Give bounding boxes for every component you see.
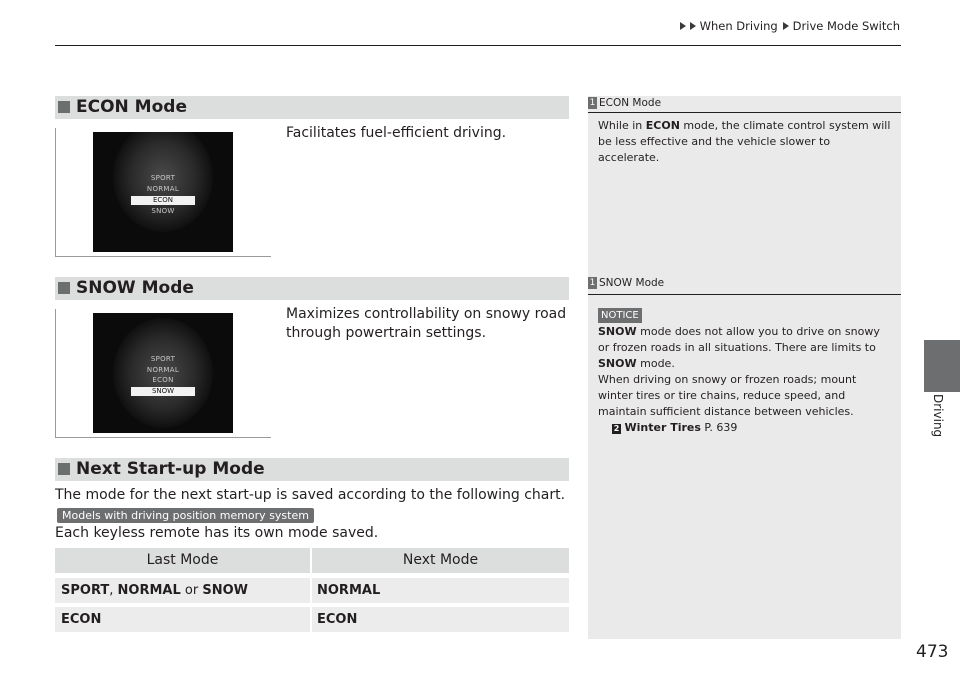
mode-label: SNOW <box>151 207 175 215</box>
note-title: ECON Mode <box>599 97 662 109</box>
econ-screen-image <box>55 128 271 257</box>
section-heading-snow: SNOW Mode <box>55 277 569 300</box>
snow-description: Maximizes controllability on snowy road through powertrain settings. <box>286 306 567 341</box>
triangle-right-icon <box>783 22 789 30</box>
square-bullet-icon <box>58 463 70 475</box>
econ-description: Facilitates fuel-efficient driving. <box>286 125 507 141</box>
triangle-right-icon <box>690 22 696 30</box>
display-screen <box>93 132 233 252</box>
reference-arrow-icon: 2 <box>613 424 620 433</box>
notice-badge: NOTICE <box>598 308 642 323</box>
sidebar-notes <box>588 96 901 639</box>
mode-label: NORMAL <box>146 185 180 193</box>
table-cell: NORMAL <box>317 583 381 598</box>
display-screen <box>93 313 233 433</box>
mode-selected: ECON <box>131 196 195 205</box>
column-header: Last Mode <box>146 552 219 568</box>
note-econ <box>588 97 901 166</box>
chapter-label: Driving <box>931 394 945 438</box>
note-title: SNOW Mode <box>599 277 665 289</box>
note-body: While in ECON mode, the climate control system will be less effective and the vehicle slower to accelerate. <box>598 119 891 164</box>
table-cell: SPORT, NORMAL or SNOW <box>61 583 248 598</box>
snow-screen-image <box>55 309 271 438</box>
mode-label: NORMAL <box>146 366 180 374</box>
breadcrumb <box>680 19 900 33</box>
note-marker-icon: 1 <box>589 98 596 108</box>
triangle-right-icon <box>680 22 686 30</box>
note-body: SNOW mode does not allow you to drive on snowy or frozen roads in all situations. There are limits to SNOW mode. <box>598 325 880 370</box>
table-header <box>55 548 569 573</box>
square-bullet-icon <box>58 282 70 294</box>
note-snow <box>588 277 901 436</box>
mode-label: SPORT <box>150 174 176 182</box>
model-badge: Models with driving position memory system <box>57 508 314 523</box>
breadcrumb-item[interactable]: Drive Mode Switch <box>792 19 900 33</box>
note-body: When driving on snowy or frozen roads; mount winter tires or tire chains, reduce speed, and maintain sufficient distance between vehicles. <box>598 373 857 418</box>
note-marker-icon: 1 <box>589 278 596 288</box>
table-cell: ECON <box>61 612 102 627</box>
mode-selected: SNOW <box>131 387 195 396</box>
mode-label: SPORT <box>150 355 176 363</box>
section-heading-next: Next Start-up Mode <box>55 458 569 481</box>
next-text: The mode for the next start-up is saved according to the following chart. <box>55 487 566 503</box>
breadcrumb-item[interactable]: When Driving <box>699 19 778 33</box>
page-number: 473 <box>916 642 949 662</box>
section-heading-econ: ECON Mode <box>55 96 569 119</box>
table-row <box>55 578 569 603</box>
column-header: Next Mode <box>402 552 479 568</box>
table-row <box>55 607 569 632</box>
cross-reference[interactable]: 2 Winter Tires P. 639 <box>613 421 738 434</box>
mode-label: ECON <box>152 376 174 384</box>
table-cell: ECON <box>317 612 358 627</box>
header-rule <box>55 45 901 46</box>
square-bullet-icon <box>58 101 70 113</box>
chapter-tab[interactable] <box>924 340 960 392</box>
next-text-2: Each keyless remote has its own mode saved. <box>55 525 379 541</box>
